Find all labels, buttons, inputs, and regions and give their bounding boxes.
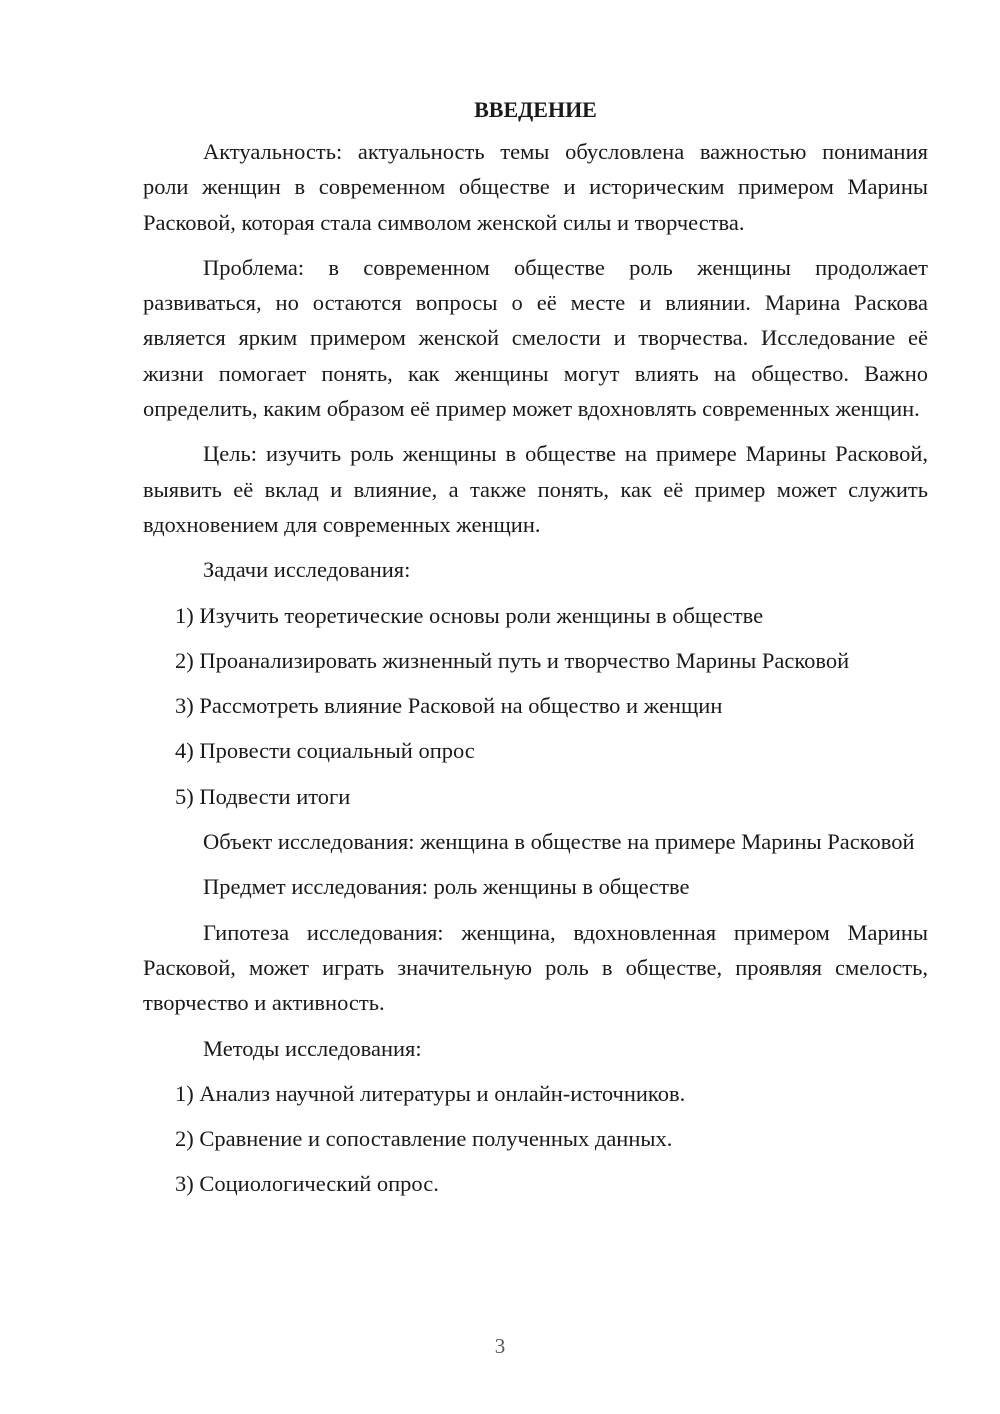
task-item: 4) Провести социальный опрос [175, 738, 475, 764]
task-item: 3) Рассмотреть влияние Расковой на общество и женщин [175, 693, 723, 719]
hypothesis-paragraph: Гипотеза исследования: женщина, вдохновленная примером Марины Расковой, может играть значительную роль в обществе, проявляя смелость, творчество и активность. [143, 919, 928, 1016]
task-item: 5) Подвести итоги [175, 783, 351, 809]
method-item: 1) Анализ научной литературы и онлайн-источников. [175, 1080, 686, 1106]
methods-list [143, 1076, 928, 1202]
tasks-list [143, 598, 928, 814]
relevance-paragraph: Актуальность: актуальность темы обусловлена важностью понимания роли женщин в современном обществе и историческим примером Марины Расковой, которая стала символом женской силы и творчества. [143, 139, 928, 235]
document-page [143, 92, 928, 1212]
tasks-heading: Задачи исследования: [203, 557, 411, 583]
goal-paragraph: Цель: изучить роль женщины в обществе на примере Марины Расковой, выявить её вклад и влияние, а также понять, как её пример может служить вдохновением для современных женщин. [143, 441, 928, 537]
task-item: 1) Изучить теоретические основы роли женщины в обществе [175, 602, 764, 628]
page-title: ВВЕДЕНИЕ [474, 97, 597, 122]
method-item: 3) Социологический опрос. [175, 1171, 439, 1197]
problem-paragraph: Проблема: в современном обществе роль женщины продолжает развиваться, но остаются вопросы о её месте и влиянии. Марина Раскова является ярким примером женской смелости и творчества. Исследование её жизни помогает понять, как женщины могут влиять на общество. Важно определить, каким образом её пример может вдохновлять современных женщин. [143, 254, 928, 422]
object-paragraph: Объект исследования: женщина в обществе на примере Марины Расковой [203, 829, 915, 855]
page-number: 3 [494, 1334, 506, 1358]
methods-heading: Методы исследования: [203, 1035, 422, 1061]
subject-paragraph: Предмет исследования: роль женщины в обществе [203, 874, 690, 900]
task-item: 2) Проанализировать жизненный путь и творчество Марины Расковой [175, 647, 850, 673]
method-item: 2) Сравнение и сопоставление полученных данных. [175, 1126, 673, 1152]
